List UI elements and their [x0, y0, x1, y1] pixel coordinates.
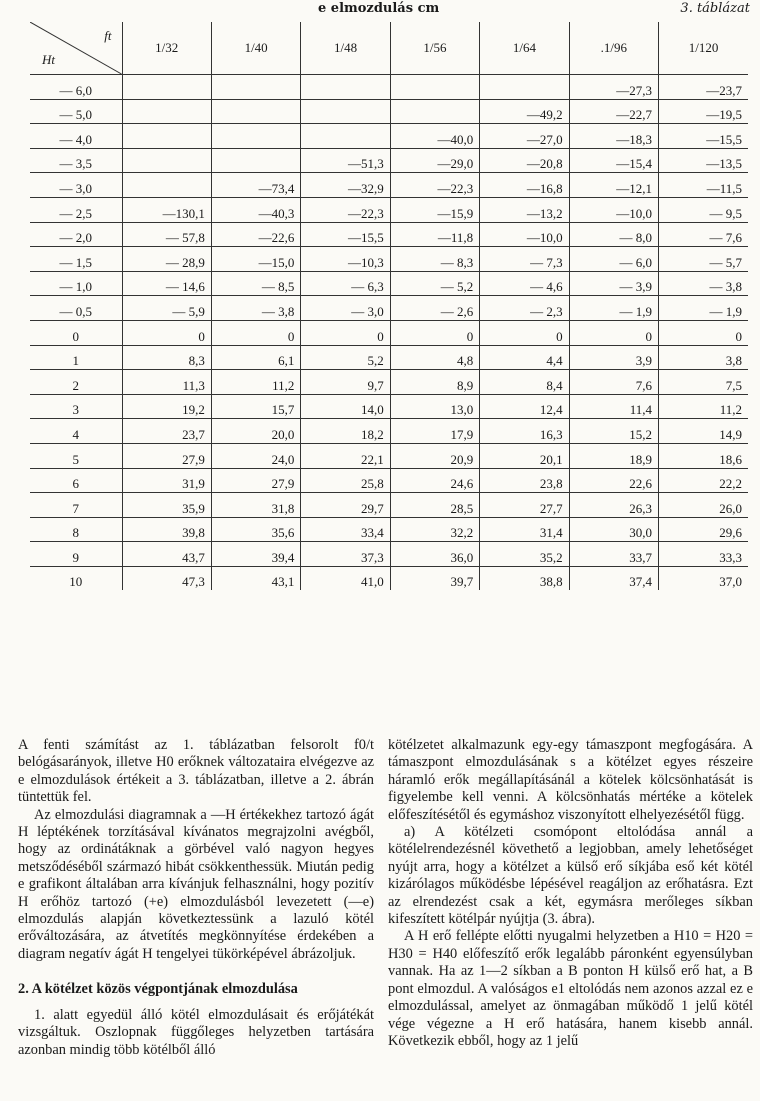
table-row [30, 75, 748, 100]
table-cell: — 3,0 [301, 296, 390, 321]
table-cell: 8,4 [480, 370, 569, 395]
table-corner-cell [30, 22, 122, 75]
table-cell: —13,2 [480, 197, 569, 222]
table-cell: 0 [211, 320, 300, 345]
table-cell: 0 [390, 320, 479, 345]
row-h-value: 3 [30, 394, 122, 419]
table-row [30, 197, 748, 222]
column-header: 1/32 [122, 22, 211, 75]
table-cell: —22,3 [390, 173, 479, 198]
table-cell: — 1,9 [569, 296, 658, 321]
table-cell: 4,8 [390, 345, 479, 370]
table-cell [122, 173, 211, 198]
column-header: 1/56 [390, 22, 479, 75]
table-cell [211, 75, 300, 100]
table-cell: 35,6 [211, 517, 300, 542]
table-cell: —40,3 [211, 197, 300, 222]
table-cell: — 28,9 [122, 247, 211, 272]
table-cell: 29,7 [301, 493, 390, 518]
table-row [30, 493, 748, 518]
table-row [30, 370, 748, 395]
table-cell: — 3,8 [659, 271, 748, 296]
table-cell: — 8,0 [569, 222, 658, 247]
table-cell: — 5,9 [122, 296, 211, 321]
table-cell: —10,0 [569, 197, 658, 222]
table-cell: 0 [480, 320, 569, 345]
table-cell: 27,9 [122, 443, 211, 468]
table-row [30, 247, 748, 272]
table-cell [301, 75, 390, 100]
column-header: 1/120 [659, 22, 748, 75]
table-cell: 0 [659, 320, 748, 345]
table-cell: 47,3 [122, 566, 211, 590]
table-cell: 15,7 [211, 394, 300, 419]
table-cell: 24,0 [211, 443, 300, 468]
table-cell: 35,9 [122, 493, 211, 518]
table-cell: —15,5 [301, 222, 390, 247]
table-cell: — 7,6 [659, 222, 748, 247]
table-cell: 11,2 [211, 370, 300, 395]
row-h-value: 7 [30, 493, 122, 518]
table-cell: — 57,8 [122, 222, 211, 247]
table-cell: 27,7 [480, 493, 569, 518]
table-cell: 12,4 [480, 394, 569, 419]
table-cell: 0 [122, 320, 211, 345]
table-cell: 4,4 [480, 345, 569, 370]
paragraph: kötélzetet alkalmazunk egy-egy támaszpont megfogására. A támaszpont elmozdulásának s a kötélzet egyes részeire háramló erők megállapításánál a kötelek kölcsönhatását is figyelembe kell venni. A kölcsönhatás mértéke a kötelek előfeszítésétől és egymáshoz viszonyított elhelyezésétől függ. [388, 737, 753, 823]
table-cell [390, 99, 479, 124]
column-header: 1/48 [301, 22, 390, 75]
table-cell [301, 99, 390, 124]
table-cell: 24,6 [390, 468, 479, 493]
row-h-value: 10 [30, 566, 122, 590]
table-row [30, 419, 748, 444]
column-header: .1/96 [569, 22, 658, 75]
table-cell: —27,3 [569, 75, 658, 100]
table-cell: — 8,3 [390, 247, 479, 272]
table-cell: —22,3 [301, 197, 390, 222]
table-cell: —11,5 [659, 173, 748, 198]
paragraph: A H erő fellépte előtti nyugalmi helyzetben a H10 = H20 = H30 = H40 előfeszítő erők legalább páronként egyensúlyban vannak. Ha az 1—2 síkban a B ponton H külső erő hat, a B pont elmozdul. A valóságos e1 eltolódás nem azonos azzal ez e elmozdulással, amelyet az önmagában működő 1 jelű kötél vége végezne a H erő hatására, hanem kisebb annál. Következik ebből, hogy az 1 jelű [388, 928, 753, 1049]
table-row [30, 222, 748, 247]
table-cell: 14,9 [659, 419, 748, 444]
page-header [0, 0, 760, 22]
table-cell: —15,9 [390, 197, 479, 222]
table-cell: — 5,7 [659, 247, 748, 272]
table-cell: 39,4 [211, 542, 300, 567]
row-h-value: — 1,0 [30, 271, 122, 296]
corner-ht-label: Ht [42, 52, 55, 67]
row-h-value: 9 [30, 542, 122, 567]
table-cell: 6,1 [211, 345, 300, 370]
table-cell: — 3,8 [211, 296, 300, 321]
table-cell: 18,2 [301, 419, 390, 444]
row-h-value: 1 [30, 345, 122, 370]
table-row [30, 443, 748, 468]
table-cell: — 2,6 [390, 296, 479, 321]
column-header: 1/64 [480, 22, 569, 75]
table-cell: 19,2 [122, 394, 211, 419]
table-cell: —10,3 [301, 247, 390, 272]
table-row [30, 296, 748, 321]
corner-ft-label: ft [104, 28, 112, 43]
table-cell [301, 124, 390, 149]
table-cell: 41,0 [301, 566, 390, 590]
table-cell: —49,2 [480, 99, 569, 124]
table-cell: —130,1 [122, 197, 211, 222]
table-cell: 11,2 [659, 394, 748, 419]
table-cell: 13,0 [390, 394, 479, 419]
table-cell: 22,6 [569, 468, 658, 493]
row-h-value: — 2,5 [30, 197, 122, 222]
table-header-row [30, 22, 748, 75]
table-cell: 33,4 [301, 517, 390, 542]
table-cell: 9,7 [301, 370, 390, 395]
table-row [30, 320, 748, 345]
table-cell: —15,4 [569, 148, 658, 173]
table-cell: — 3,9 [569, 271, 658, 296]
table-cell: 30,0 [569, 517, 658, 542]
text-column-right [388, 737, 753, 1050]
row-h-value: 4 [30, 419, 122, 444]
table-cell: — 5,2 [390, 271, 479, 296]
table-row [30, 124, 748, 149]
table-cell: — 2,3 [480, 296, 569, 321]
table-cell: 20,1 [480, 443, 569, 468]
row-h-value: — 3,5 [30, 148, 122, 173]
table-cell: 31,9 [122, 468, 211, 493]
table-cell: — 4,6 [480, 271, 569, 296]
table-row [30, 99, 748, 124]
table-cell: 39,7 [390, 566, 479, 590]
table-cell: —51,3 [301, 148, 390, 173]
paragraph: Az elmozdulási diagramnak a —H értékekhez tartozó ágát H léptékének torzításával kívánatos megrajzolni avégből, hogy az ordinátáknak a görbével való nagyon hegyes metsződéséből származó hibát csökkenthessük. Miután pedig e grafikont általában arra kívánjuk felhasználni, hogy pozitív H erőhöz tartozó (+e) elmozdulásból levezetett (—e) elmozdulás alapján következtessünk a lazuló kötél erőváltozására, az átvetítés megkönnyítése érdekében a diagram negatív ágát H tengelyei tükörképével ábrázoljuk. [18, 806, 374, 962]
table-cell: 28,5 [390, 493, 479, 518]
table-cell: 20,0 [211, 419, 300, 444]
table-cell: 8,3 [122, 345, 211, 370]
table-row [30, 173, 748, 198]
table-cell: —73,4 [211, 173, 300, 198]
table-cell: 33,3 [659, 542, 748, 567]
table-cell: 8,9 [390, 370, 479, 395]
paragraph: 1. alatt egyedül álló kötél elmozdulásait és erőjátékát vizsgáltuk. Oszlopnak függőleges helyzetben tartására azonban mindig több kötélből álló [18, 1006, 374, 1058]
table-cell: 31,8 [211, 493, 300, 518]
column-header: 1/40 [211, 22, 300, 75]
paragraph: a) A kötélzeti csomópont eltolódása annál a kötélelrendezésnél követhető a legjobban, amely lehetőséget nyújt arra, hogy a kötélzet a külső erő síkjába eső két kötél kizárólagos működésbe lépésével reagáljon az erőhatásra. Ezt az elrendezést csak a két, egymásra merőleges síkban kifeszített kötélpár nyújtja (3. ábra). [388, 824, 753, 928]
text-column-left [18, 737, 374, 1059]
table-row [30, 542, 748, 567]
table-cell: —40,0 [390, 124, 479, 149]
table-cell: 16,3 [480, 419, 569, 444]
table-cell: —16,8 [480, 173, 569, 198]
displacement-table [30, 22, 748, 590]
table-cell: —22,6 [211, 222, 300, 247]
table-cell: 43,7 [122, 542, 211, 567]
row-h-value: — 5,0 [30, 99, 122, 124]
table-cell: —19,5 [659, 99, 748, 124]
table-cell: 43,1 [211, 566, 300, 590]
row-h-value: — 1,5 [30, 247, 122, 272]
table-row [30, 271, 748, 296]
table-cell: —29,0 [390, 148, 479, 173]
table-cell: 18,6 [659, 443, 748, 468]
table-cell: —32,9 [301, 173, 390, 198]
table-row [30, 566, 748, 590]
table-cell: 25,8 [301, 468, 390, 493]
table-cell: — 1,9 [659, 296, 748, 321]
table-cell: 5,2 [301, 345, 390, 370]
table-cell: —27,0 [480, 124, 569, 149]
row-h-value: 6 [30, 468, 122, 493]
table-cell: —15,5 [659, 124, 748, 149]
table-cell: 38,8 [480, 566, 569, 590]
table-cell: 11,4 [569, 394, 658, 419]
table-cell: 23,8 [480, 468, 569, 493]
table-cell: 17,9 [390, 419, 479, 444]
table-cell [390, 75, 479, 100]
table-cell: 15,2 [569, 419, 658, 444]
table-caption: e elmozdulás cm [318, 1, 440, 16]
table-cell: 0 [301, 320, 390, 345]
table-cell: 32,2 [390, 517, 479, 542]
table-cell [480, 75, 569, 100]
table-cell [122, 124, 211, 149]
row-h-value: 8 [30, 517, 122, 542]
table-cell [122, 99, 211, 124]
table-cell: 22,1 [301, 443, 390, 468]
table-cell: — 7,3 [480, 247, 569, 272]
table-cell: —23,7 [659, 75, 748, 100]
row-h-value: — 3,0 [30, 173, 122, 198]
table-cell: 27,9 [211, 468, 300, 493]
paragraph: A fenti számítást az 1. táblázatban felsorolt f0/t belógásarányok, illetve H0 erőknek változataira elvégezve az e elmozdulások értékeit a 3. táblázatban, illetve a 2. ábrán tüntettük fel. [18, 737, 374, 806]
table-cell: 29,6 [659, 517, 748, 542]
table-row [30, 517, 748, 542]
table-row [30, 468, 748, 493]
table-cell: 0 [569, 320, 658, 345]
table-cell: 11,3 [122, 370, 211, 395]
table-cell: —15,0 [211, 247, 300, 272]
table-row [30, 394, 748, 419]
table-cell: 39,8 [122, 517, 211, 542]
table-cell: 22,2 [659, 468, 748, 493]
table-cell: —18,3 [569, 124, 658, 149]
table-cell: 3,9 [569, 345, 658, 370]
table-cell: —11,8 [390, 222, 479, 247]
table-cell: — 6,3 [301, 271, 390, 296]
row-h-value: — 2,0 [30, 222, 122, 247]
table-cell [122, 148, 211, 173]
table-cell [211, 124, 300, 149]
row-h-value: 2 [30, 370, 122, 395]
table-cell: — 8,5 [211, 271, 300, 296]
table-cell: 35,2 [480, 542, 569, 567]
table-cell: — 14,6 [122, 271, 211, 296]
table-cell: 26,3 [569, 493, 658, 518]
table-cell: 3,8 [659, 345, 748, 370]
table-cell: 31,4 [480, 517, 569, 542]
table-cell: 7,5 [659, 370, 748, 395]
table-cell: 7,6 [569, 370, 658, 395]
table-cell: 23,7 [122, 419, 211, 444]
table-row [30, 148, 748, 173]
table-cell [211, 99, 300, 124]
table-cell: — 9,5 [659, 197, 748, 222]
table-cell: 37,4 [569, 566, 658, 590]
table-number: 3. táblázat [680, 1, 750, 16]
table-cell: — 6,0 [569, 247, 658, 272]
table-cell: 33,7 [569, 542, 658, 567]
table-cell: 37,0 [719, 574, 742, 590]
table-cell: —10,0 [480, 222, 569, 247]
table-cell: 14,0 [301, 394, 390, 419]
row-h-value: 5 [30, 443, 122, 468]
table-cell: —22,7 [569, 99, 658, 124]
row-h-value: — 6,0 [30, 75, 122, 100]
table-cell: 20,9 [390, 443, 479, 468]
table-cell [122, 75, 211, 100]
table-cell: 26,0 [659, 493, 748, 518]
table-row [30, 345, 748, 370]
table-cell: 36,0 [390, 542, 479, 567]
table-cell: —12,1 [569, 173, 658, 198]
table-cell: —13,5 [659, 148, 748, 173]
table-cell: 37,3 [301, 542, 390, 567]
table-cell [211, 148, 300, 173]
row-h-value: — 0,5 [30, 296, 122, 321]
section-heading: 2. A kötélzet közös végpontjának elmozdulása [18, 981, 298, 998]
table-cell: 18,9 [569, 443, 658, 468]
row-h-value: — 4,0 [30, 124, 122, 149]
row-h-value: 0 [30, 320, 122, 345]
table-cell: —20,8 [480, 148, 569, 173]
